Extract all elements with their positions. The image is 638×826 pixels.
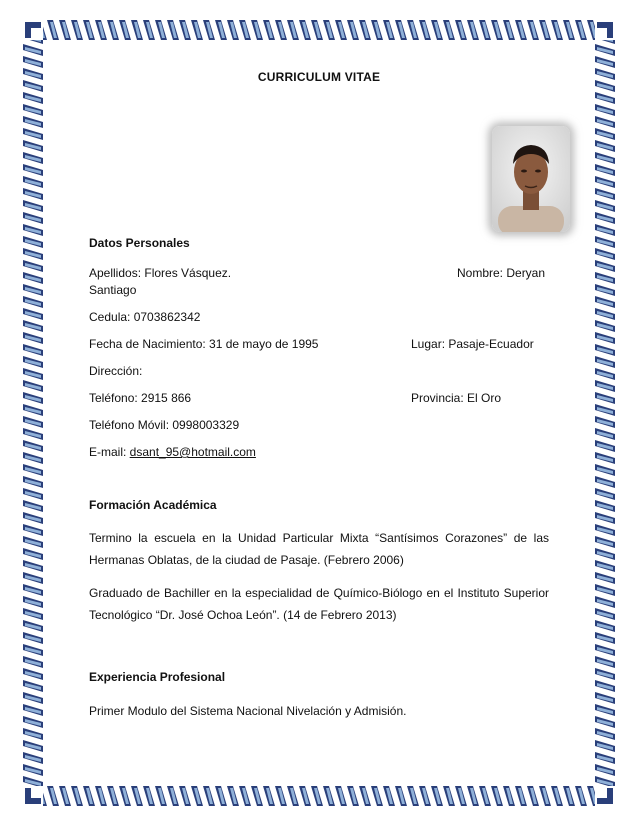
email-row [89, 445, 256, 459]
profile-photo-image [492, 126, 570, 232]
mobile-phone-field: Teléfono Móvil: 0998003329 [89, 418, 240, 432]
section-heading-personal: Datos Personales [89, 236, 190, 250]
border-bottom [23, 786, 615, 806]
education-paragraph-2: Graduado de Bachiller en la especialidad de Químico-Biólogo en el Instituto Superior Tecnológico “Dr. José Ochoa León”. (14 de Febrero 2013) [89, 586, 549, 622]
phone-field: Teléfono: 2915 866 [89, 391, 192, 405]
nombre-continuation: Santiago [89, 283, 137, 297]
nombre-field: Nombre: Deryan [457, 266, 546, 280]
border-corner-top-left [23, 20, 43, 40]
province-field: Provincia: El Oro [411, 391, 502, 405]
cedula-field: Cedula: 0703862342 [89, 310, 201, 324]
birth-place-field: Lugar: Pasaje-Ecuador [411, 337, 534, 351]
border-corner-top-right [595, 20, 615, 40]
apellidos-field: Apellidos: Flores Vásquez. [89, 266, 232, 280]
section-heading-experience: Experiencia Profesional [89, 670, 226, 684]
education-paragraph-1: Termino la escuela en la Unidad Particular Mixta “Santísimos Corazones” de las Hermanas Oblatas, de la ciudad de Pasaje. (Febrero 2006) [89, 531, 549, 567]
experience-item: Primer Modulo del Sistema Nacional Nivelación y Admisión. [89, 704, 407, 718]
email-link[interactable]: dsant_95@hotmail.com [129, 445, 256, 459]
section-heading-education: Formación Académica [89, 498, 217, 512]
border-left [23, 20, 43, 806]
profile-photo [492, 126, 570, 232]
birth-date-field: Fecha de Nacimiento: 31 de mayo de 1995 [89, 337, 319, 351]
border-top [23, 20, 615, 40]
email-label: E-mail: [89, 445, 130, 459]
border-right [595, 20, 615, 806]
border-corner-bottom-left [23, 786, 43, 806]
border-corner-bottom-right [595, 786, 615, 806]
document-title: CURRICULUM VITAE [257, 70, 381, 84]
address-field: Dirección: [89, 364, 143, 378]
